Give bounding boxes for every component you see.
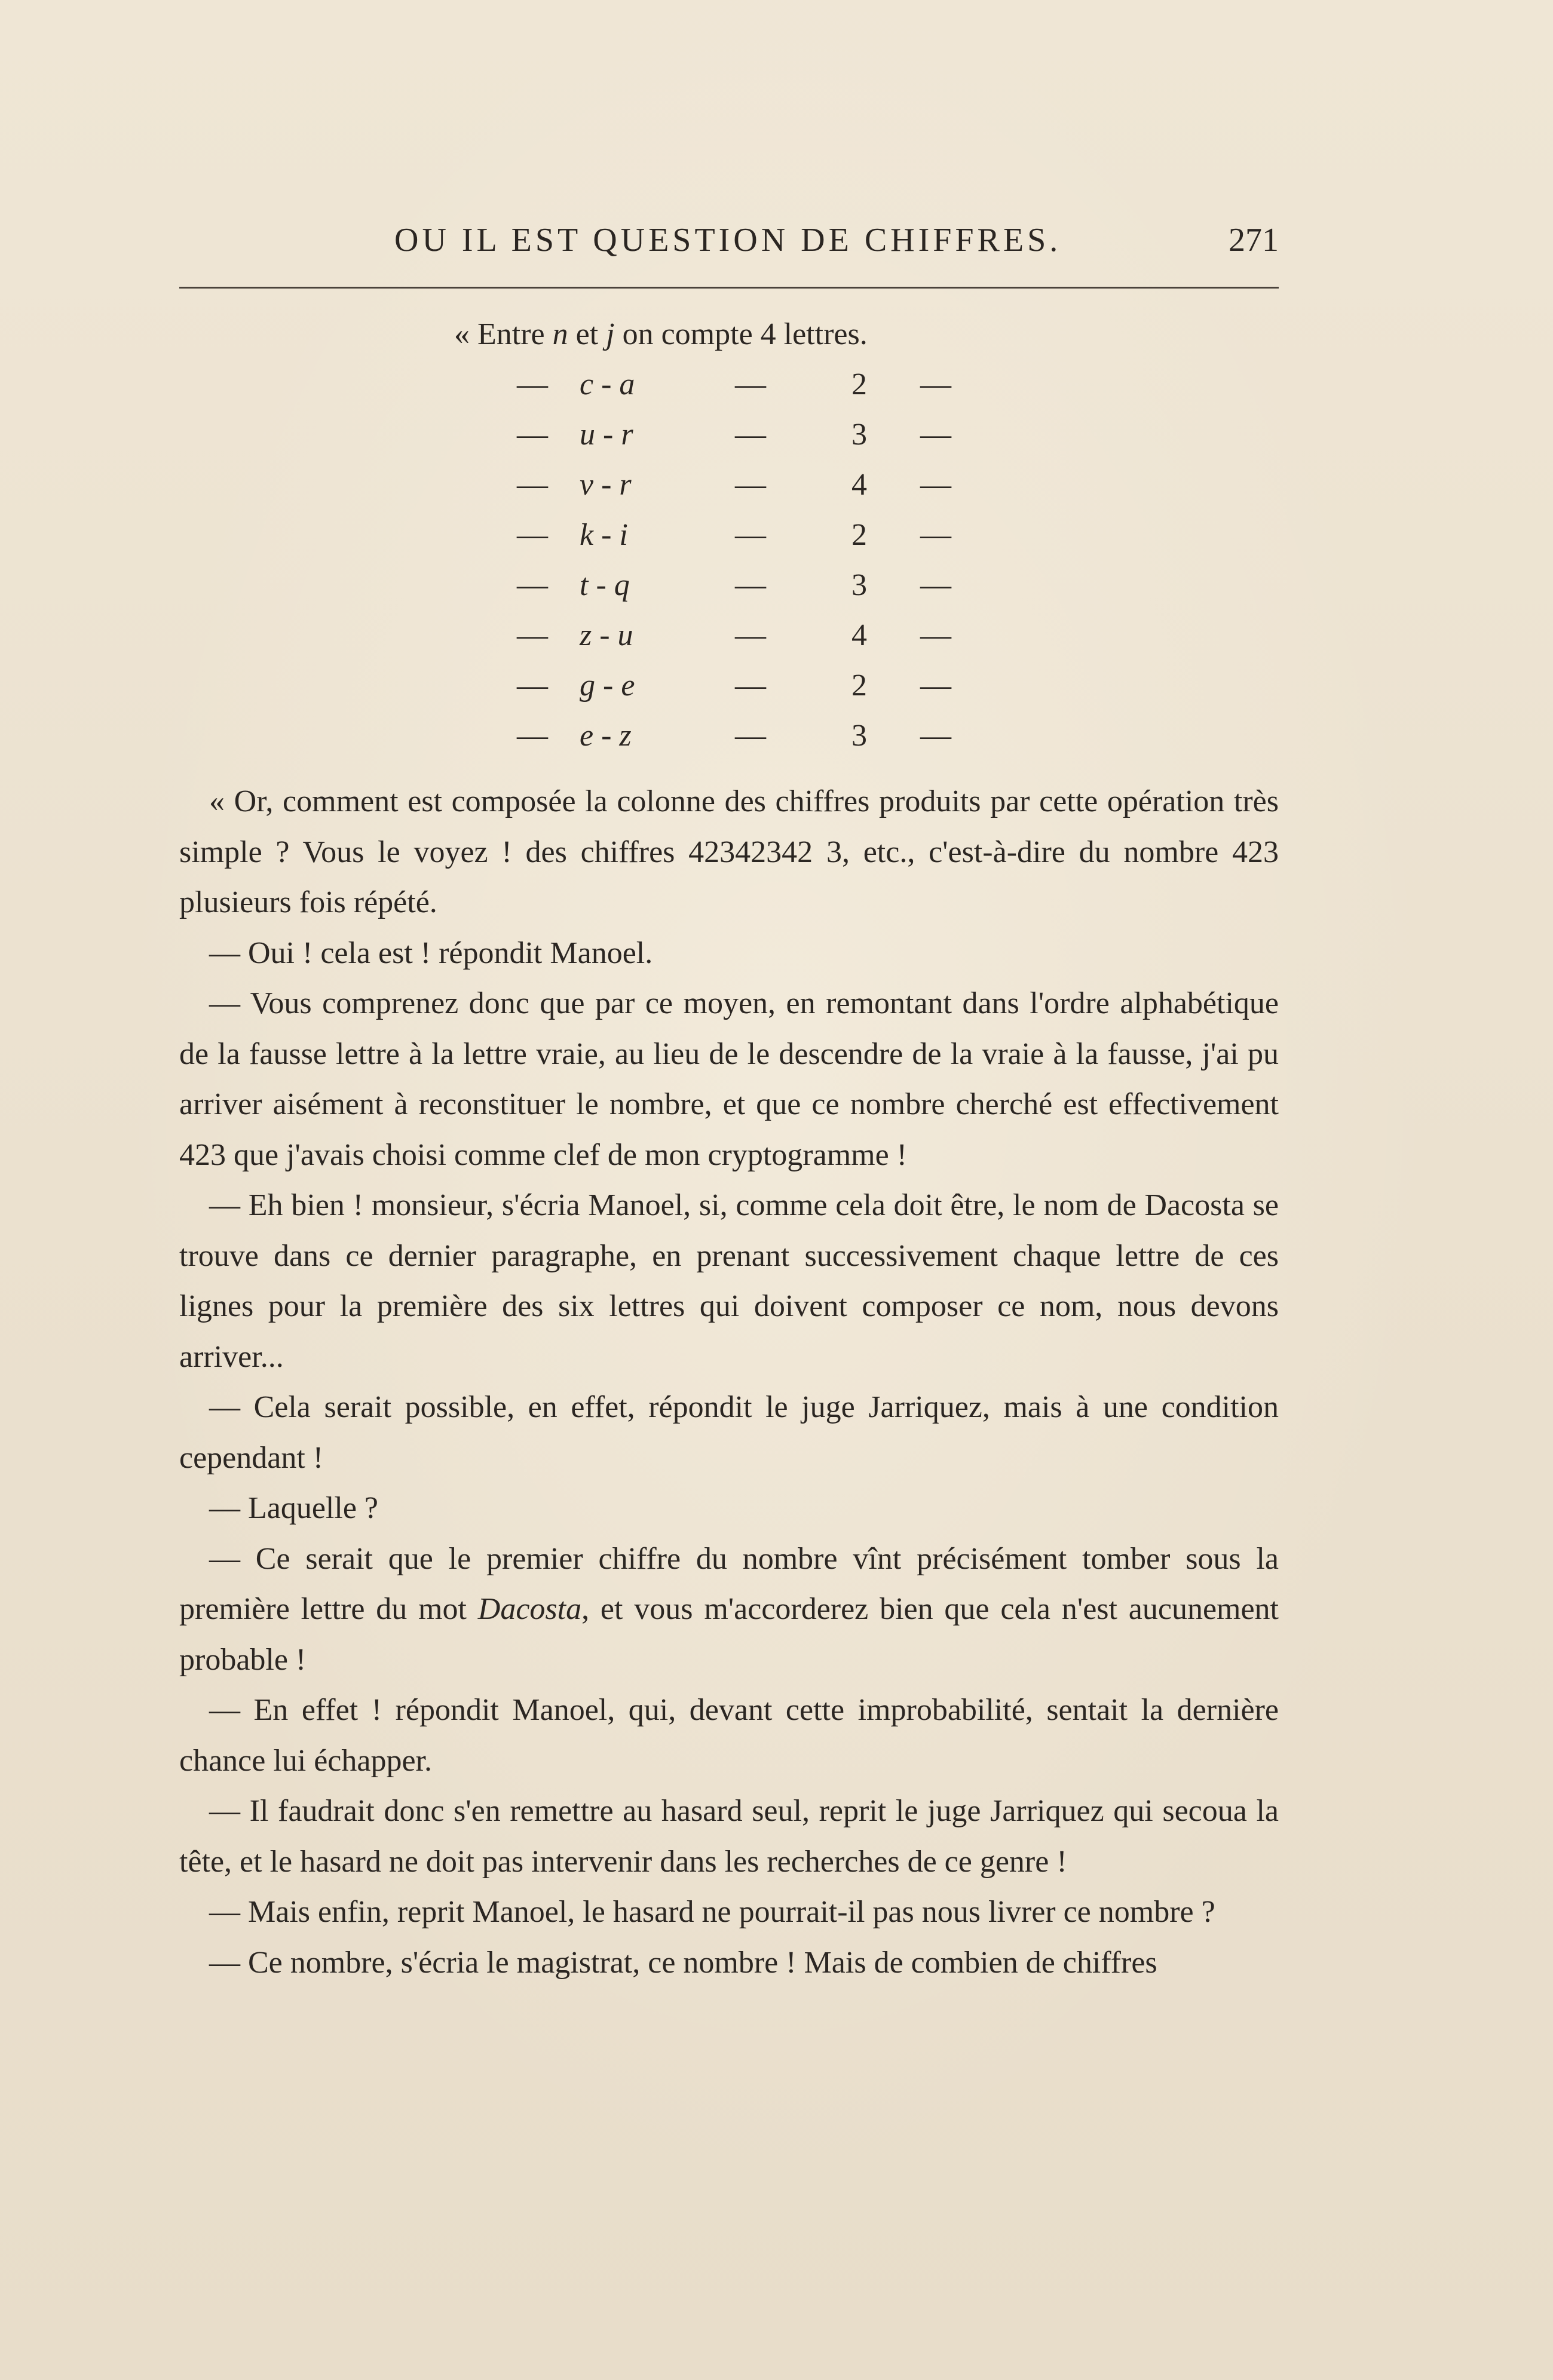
dash: — [517, 668, 548, 703]
paragraph: — Eh bien ! monsieur, s'écria Manoel, si, comme cela doit être, le nom de Dacosta se trouve dans ce dernier paragraphe, en prenant successivement chaque lettre de ces lignes pour la première des six lettres qui doivent composer ce nom, nous devons arriver... [179, 1188, 1279, 1374]
dash: — [517, 418, 548, 452]
dash: — [735, 668, 766, 703]
emphasized-name: Dacosta [477, 1592, 582, 1626]
running-title: OU IL EST QUESTION DE CHIFFRES. [394, 222, 1062, 259]
dash: — [735, 719, 766, 753]
letter-count: 2 [851, 518, 867, 552]
dash: — [920, 418, 951, 452]
letter-pair: k - i [580, 518, 628, 552]
paragraph: — Oui ! cela est ! répondit Manoel. [209, 936, 653, 970]
paragraph: — Ce nombre, s'écria le magistrat, ce nombre ! Mais de combien de chiffres [209, 1945, 1157, 1980]
body-text [179, 777, 1279, 1988]
dash: — [920, 618, 951, 652]
dash: — [735, 367, 766, 401]
cipher-row [179, 517, 1279, 565]
cipher-row [179, 718, 1279, 766]
page-number: 271 [1229, 222, 1279, 259]
dash: — [517, 468, 548, 502]
page-header [179, 221, 1279, 269]
dash: — [735, 618, 766, 652]
letter-count: 2 [851, 367, 867, 401]
letter-count: 4 [851, 618, 867, 652]
dash: — [735, 418, 766, 452]
letter-count: 2 [851, 668, 867, 703]
paragraph: — En effet ! répondit Manoel, qui, devant cette improbabilité, sentait la dernière chance lui échapper. [179, 1693, 1279, 1778]
letter-pair: c - a [580, 367, 635, 401]
cipher-row [179, 417, 1279, 465]
dash: — [920, 568, 951, 602]
dash: — [735, 568, 766, 602]
cipher-row [179, 367, 1279, 415]
letter-pair: v - r [580, 468, 632, 502]
dash: — [517, 367, 548, 401]
letter-pair: e - z [580, 719, 632, 753]
dash: — [735, 468, 766, 502]
cipher-row [179, 668, 1279, 716]
letter-pair: g - e [580, 668, 635, 703]
paragraph: — Ce serait que le premier chiffre du nombre vînt précisément tomber sous la première lettre du mot Dacosta, et vous m'accorderez bien que cela n'est aucunement probable ! [179, 1541, 1279, 1677]
paragraph: — Il faudrait donc s'en remettre au hasard seul, reprit le juge Jarriquez qui secoua la tête, et le hasard ne doit pas intervenir dans les recherches de ce genre ! [179, 1794, 1279, 1879]
paragraph: « Or, comment est composée la colonne des chiffres produits par cette opération très simple ? Vous le voyez ! des chiffres 42342342 3, etc., c'est-à-dire du nombre 423 plusieurs fois répété. [179, 784, 1279, 919]
dash: — [920, 367, 951, 401]
paragraph: — Mais enfin, reprit Manoel, le hasard ne pourrait-il pas nous livrer ce nombre ? [209, 1895, 1215, 1929]
paragraph: — Vous comprenez donc que par ce moyen, en remontant dans l'ordre alphabétique de la fausse lettre à la lettre vraie, au lieu de le descendre de la vraie à la fausse, j'ai pu arriver aisément à reconstituer le nombre, et que ce nombre cherché est effectivement 423 que j'avais choisi comme clef de mon cryptogramme ! [179, 986, 1279, 1172]
dash: — [517, 568, 548, 602]
dash: — [920, 518, 951, 552]
paragraph: — Laquelle ? [209, 1491, 378, 1525]
cipher-intro: « Entre n et j on compte 4 lettres. [454, 317, 868, 351]
dash: — [920, 668, 951, 703]
letter-count: 3 [851, 418, 867, 452]
cipher-row [179, 467, 1279, 515]
cipher-row [179, 618, 1279, 665]
dash: — [517, 518, 548, 552]
letter-pair: z - u [580, 618, 633, 652]
dash: — [517, 719, 548, 753]
dash: — [920, 719, 951, 753]
letter-count: 4 [851, 468, 867, 502]
dash: — [920, 468, 951, 502]
letter-count: 3 [851, 568, 867, 602]
letter-count: 3 [851, 719, 867, 753]
letter-pair: t - q [580, 568, 630, 602]
dash: — [517, 618, 548, 652]
header-rule [179, 287, 1279, 289]
paragraph: — Cela serait possible, en effet, répondit le juge Jarriquez, mais à une condition cependant ! [179, 1390, 1279, 1475]
cipher-row [179, 568, 1279, 615]
letter-pair: u - r [580, 418, 633, 452]
dash: — [735, 518, 766, 552]
